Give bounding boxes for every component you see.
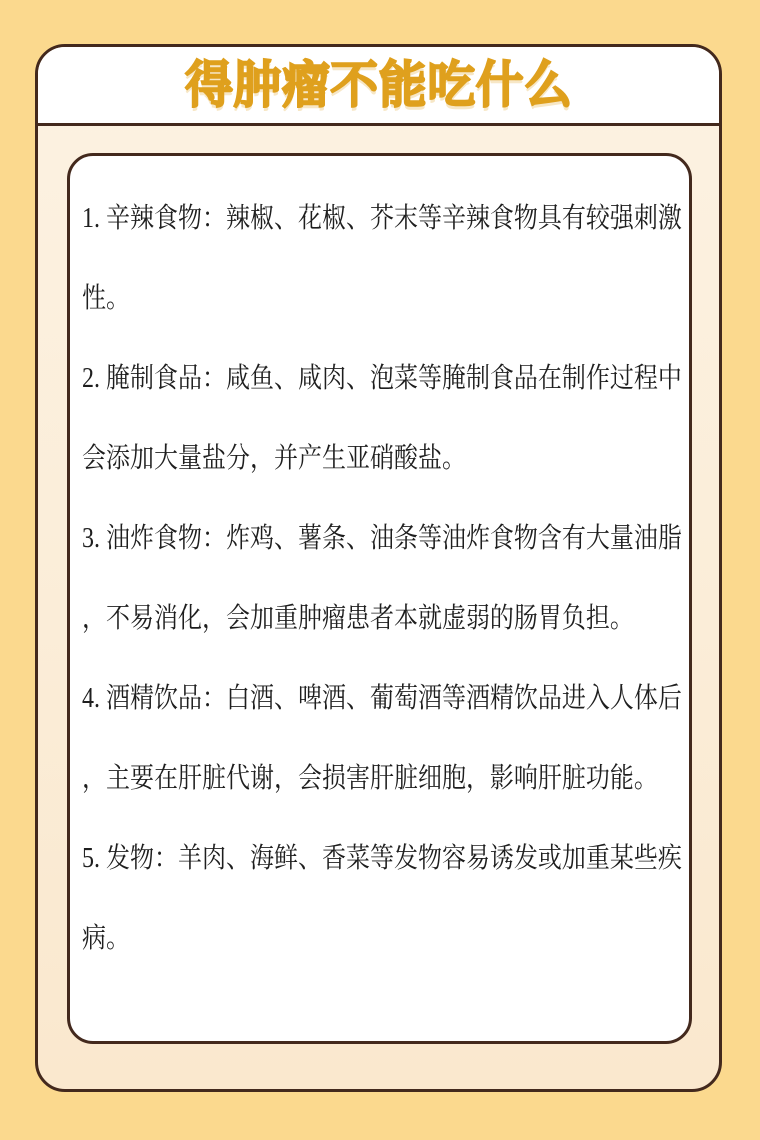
list-item-1-line-1: 1. 辛辣食物：辣椒、花椒、芥末等辛辣食物具有较强刺激 xyxy=(82,203,682,234)
list-item-2-line-2: 会添加大量盐分，并产生亚硝酸盐。 xyxy=(82,443,466,474)
list-item-3 xyxy=(82,499,682,659)
list-item-4 xyxy=(82,659,682,819)
content-panel xyxy=(67,153,692,1044)
list-item-5-line-1: 5. 发物：羊肉、海鲜、香菜等发物容易诱发或加重某些疾 xyxy=(82,843,682,874)
list-item-1 xyxy=(82,179,682,339)
list-item-4-line-1: 4. 酒精饮品：白酒、啤酒、葡萄酒等酒精饮品进入人体后 xyxy=(82,683,682,714)
food-list xyxy=(82,179,682,979)
list-item-5 xyxy=(82,819,682,979)
list-item-4-line-2: ，主要在肝脏代谢，会损害肝脏细胞，影响肝脏功能。 xyxy=(82,763,658,794)
page-title: 得肿瘤不能吃什么 xyxy=(184,57,573,113)
list-item-5-line-2: 病。 xyxy=(82,923,131,954)
list-item-3-line-1: 3. 油炸食物：炸鸡、薯条、油条等油炸食物含有大量油脂 xyxy=(82,523,682,554)
main-card xyxy=(35,44,722,1092)
list-item-2-line-1: 2. 腌制食品：咸鱼、咸肉、泡菜等腌制食品在制作过程中 xyxy=(82,363,682,394)
card-header xyxy=(38,47,719,126)
card-body xyxy=(38,153,719,1044)
list-item-1-line-2: 性。 xyxy=(82,283,131,314)
list-item-3-line-2: ，不易消化，会加重肿瘤患者本就虚弱的肠胃负担。 xyxy=(82,603,634,634)
list-item-2 xyxy=(82,339,682,499)
